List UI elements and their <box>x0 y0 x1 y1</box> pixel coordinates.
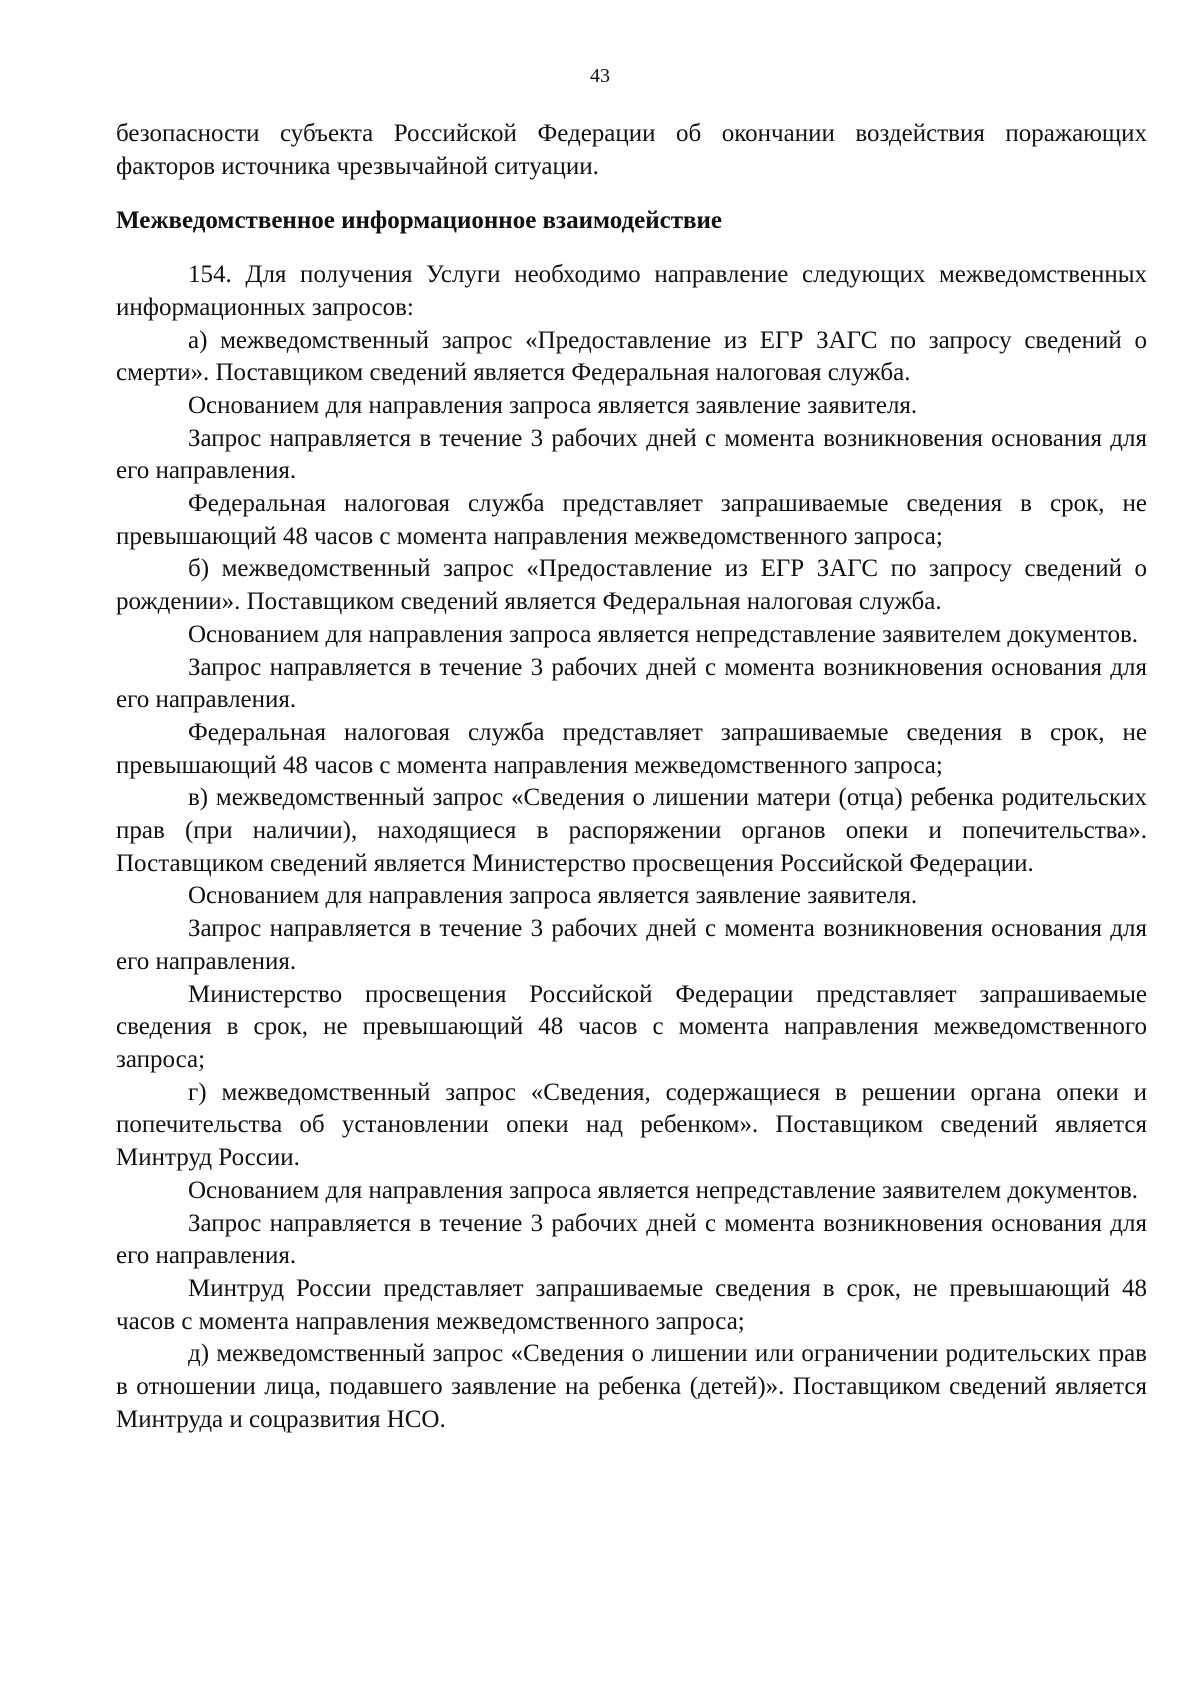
paragraph-deadline: Запрос направляется в течение 3 рабочих дней с момента возникновения основания для его направления. <box>116 424 1147 485</box>
paragraph-basis: Основанием для направления запроса является заявление заявителя. <box>188 882 918 910</box>
paragraph-response-time: Министерство просвещения Российской Федерации представляет запрашиваемые сведения в срок, не превышающий 48 часов с момента направления межведомственного запроса; <box>116 980 1147 1073</box>
paragraph-request-a: а) межведомственный запрос «Предоставление из ЕГР ЗАГС по запросу сведений о смерти». Поставщиком сведений является Федеральная налоговая служба. <box>116 326 1147 387</box>
section-heading: Межведомственное информационное взаимодействие <box>116 207 722 235</box>
paragraph-request-d: д) межведомственный запрос «Сведения о лишении или ограничении родительских прав в отношении лица, подавшего заявление на ребенка (детей)». Поставщиком сведений является Минтруда и соцразвития НСО. <box>116 1340 1147 1433</box>
document-body <box>116 118 1147 1436</box>
paragraph-response-time: Федеральная налоговая служба представляет запрашиваемые сведения в срок, не превышающий 48 часов с момента направления межведомственного запроса; <box>116 490 1147 550</box>
continuation-paragraph: безопасности субъекта Российской Федерации об окончании воздействия поражающих факторов источника чрезвычайной ситуации. <box>116 120 1147 180</box>
paragraph-request-b: б) межведомственный запрос «Предоставление из ЕГР ЗАГС по запросу сведений о рождении». Поставщиком сведений является Федеральная налоговая служба. <box>116 555 1147 616</box>
page-number: 43 <box>590 65 610 87</box>
paragraph-deadline: Запрос направляется в течение 3 рабочих дней с момента возникновения основания для его направления. <box>116 915 1147 975</box>
paragraph-154-intro: 154. Для получения Услуги необходимо направление следующих межведомственных информационных запросов: <box>116 261 1147 321</box>
paragraph-request-v: в) межведомственный запрос «Сведения о лишении матери (отца) ребенка родительских прав (при наличии), находящиеся в распоряжении органов опеки и попечительства». Поставщиком сведений является Министерство просвещения Российской Федерации. <box>116 784 1147 877</box>
paragraph-deadline: Запрос направляется в течение 3 рабочих дней с момента возникновения основания для его направления. <box>116 653 1147 714</box>
paragraph-basis: Основанием для направления запроса является непредставление заявителем документов. <box>188 620 1139 648</box>
paragraph-response-time: Федеральная налоговая служба представляет запрашиваемые сведения в срок, не превышающий 48 часов с момента направления межведомственного запроса; <box>116 718 1147 779</box>
paragraph-request-g: г) межведомственный запрос «Сведения, содержащиеся в решении органа опеки и попечительства об установлении опеки над ребенком». Поставщиком сведений является Минтруд России. <box>116 1078 1147 1172</box>
paragraph-basis: Основанием для направления запроса является заявление заявителя. <box>188 391 918 419</box>
paragraph-basis: Основанием для направления запроса является непредставление заявителем документов. <box>188 1176 1139 1204</box>
paragraph-deadline: Запрос направляется в течение 3 рабочих дней с момента возникновения основания для его направления. <box>116 1209 1147 1270</box>
paragraph-response-time: Минтруд России представляет запрашиваемые сведения в срок, не превышающий 48 часов с момента направления межведомственного запроса; <box>116 1274 1147 1335</box>
